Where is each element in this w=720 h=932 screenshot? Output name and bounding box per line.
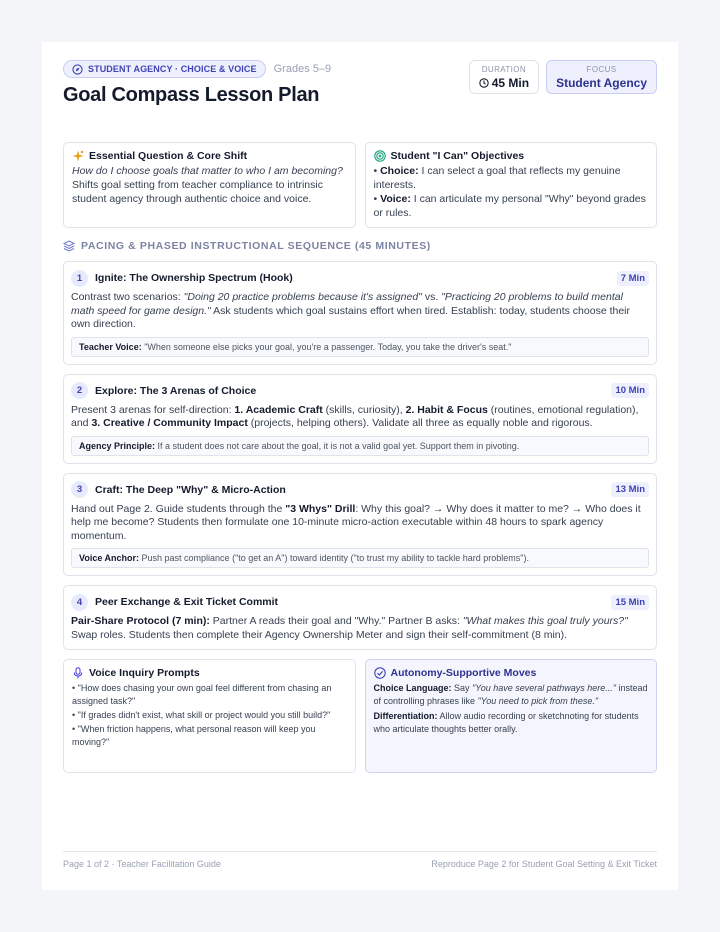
phase-number: 4	[71, 594, 88, 611]
duration-label: DURATION	[481, 65, 527, 74]
choice-language-move: Choice Language: Say "You have several pathways here..." instead of controlling phrases like "You need to pick from these."	[373, 683, 648, 706]
category-badge-label: STUDENT AGENCY · CHOICE & VOICE	[88, 64, 257, 74]
objectives-title: Student "I Can" Objectives	[390, 150, 525, 162]
phase-title: Explore: The 3 Arenas of Choice	[95, 384, 257, 397]
clock-icon	[479, 78, 489, 88]
phase-description: Present 3 arenas for self-direction: 1. Academic Craft (skills, curiosity), 2. Habit & Focus (routines, emotional regulation), and 3. Creative / Community Impact (projects, helping others). Validate all three as equally noble and rigorous.	[71, 403, 639, 429]
autonomy-moves-title: Autonomy-Supportive Moves	[390, 667, 537, 679]
page-footer	[63, 851, 657, 869]
duration-value: 45 Min	[491, 76, 530, 90]
objectives-card	[365, 142, 658, 228]
phase-time-badge: 15 Min	[611, 595, 649, 610]
phase-title: Craft: The Deep "Why" & Micro-Action	[95, 483, 286, 496]
lesson-meta	[469, 60, 657, 94]
phase-description: Pair-Share Protocol (7 min): Partner A reads their goal and "Why." Partner B asks: "What makes this goal truly yours?" Swap roles. Students then complete their Agency Ownership Meter and sign their self-commitment (8 min).	[71, 615, 628, 641]
list-item: • "When friction happens, what personal reason will keep you moving?"	[72, 724, 316, 747]
phase-card-4	[63, 585, 657, 650]
phase-number: 2	[71, 382, 88, 399]
objective-choice-label: Choice:	[380, 165, 419, 177]
header-left	[63, 60, 331, 107]
essential-question-text: How do I choose goals that matter to who I am becoming?	[72, 165, 343, 177]
check-circle-icon	[374, 667, 386, 679]
prompt-list	[72, 682, 347, 749]
phase-title: Peer Exchange & Exit Ticket Commit	[95, 596, 279, 608]
phase-number: 1	[71, 270, 88, 287]
list-item: • "How does chasing your own goal feel different from chasing an assigned task?"	[72, 683, 332, 706]
phase-card-3	[63, 473, 657, 577]
page-title: Goal Compass Lesson Plan	[63, 84, 320, 106]
category-badge	[63, 60, 266, 78]
focus-value: Student Agency	[556, 76, 647, 90]
list-item: • "If grades didn't exist, what skill or project would you still build?"	[72, 710, 331, 720]
phase-card-1	[63, 261, 657, 365]
footer-left: Page 1 of 2 · Teacher Facilitation Guide	[63, 859, 221, 869]
essential-question-title: Essential Question & Core Shift	[89, 150, 248, 162]
objective-choice-text: I can select a goal that reflects my genuine interests.	[373, 165, 621, 191]
phase-time-badge: 13 Min	[611, 482, 649, 497]
target-icon	[72, 64, 83, 75]
focus-box	[546, 60, 657, 94]
layers-icon	[63, 240, 75, 252]
objective-voice-text: I can articulate my personal "Why" beyond grades or rules.	[373, 193, 646, 219]
overview-row	[63, 142, 657, 228]
duration-box	[469, 60, 539, 94]
objective-voice: • Voice: I can articulate my personal "Why" beyond grades or rules.	[373, 193, 646, 219]
phase-title: Ignite: The Ownership Spectrum (Hook)	[95, 272, 293, 284]
pacing-section-title: PACING & PHASED INSTRUCTIONAL SEQUENCE (45 MINUTES)	[81, 240, 431, 252]
voice-prompts-title: Voice Inquiry Prompts	[89, 667, 200, 679]
objective-voice-label: Voice:	[380, 193, 411, 205]
support-row	[63, 659, 657, 773]
pacing-section-heading	[63, 240, 657, 252]
differentiation-move: Differentiation: Allow audio recording or sketchnoting for students who articulate thoughts better orally.	[373, 711, 639, 734]
voice-prompts-card	[63, 659, 356, 773]
grade-level: Grades 5–9	[273, 63, 332, 75]
lesson-plan-page	[42, 42, 678, 890]
bullseye-icon	[374, 150, 386, 162]
microphone-icon	[72, 667, 84, 679]
agency-principle-note: Agency Principle: If a student does not care about the goal, it is not a valid goal yet. Support them in pivoting.	[71, 436, 649, 456]
teacher-voice-note: Teacher Voice: "When someone else picks your goal, you're a passenger. Today, you take the driver's seat."	[71, 337, 649, 357]
autonomy-moves-card	[365, 659, 658, 773]
phase-card-2	[63, 374, 657, 464]
phase-description: Hand out Page 2. Guide students through the "3 Whys" Drill: Why this goal? → Why does it matter to me? → Who does it help me become? Students then formulate one 10-minute micro-action executable within 48 hours to spark agency momentum.	[71, 502, 641, 542]
focus-label: FOCUS	[586, 65, 617, 74]
phase-description: Contrast two scenarios: "Doing 20 practice problems because it's assigned" vs. "Practicing 20 problems to build mental math speed for game design." Ask students which goal sustains effort when tired. Establish: today, students choose their own direction.	[71, 291, 630, 330]
phase-number: 3	[71, 481, 88, 498]
sparkle-icon	[72, 150, 84, 162]
core-shift-text: Shifts goal setting from teacher compliance to intrinsic student agency through authentic choice and voice.	[72, 179, 323, 205]
essential-question-card	[63, 142, 356, 228]
page-header	[63, 60, 657, 120]
objective-choice: • Choice: I can select a goal that reflects my genuine interests.	[373, 165, 621, 191]
footer-right: Reproduce Page 2 for Student Goal Setting & Exit Ticket	[431, 859, 657, 869]
phase-time-badge: 10 Min	[611, 383, 649, 398]
voice-anchor-note: Voice Anchor: Push past compliance ("to get an A") toward identity ("to trust my ability to tackle hard problems").	[71, 548, 649, 568]
phase-time-badge: 7 Min	[617, 271, 649, 286]
